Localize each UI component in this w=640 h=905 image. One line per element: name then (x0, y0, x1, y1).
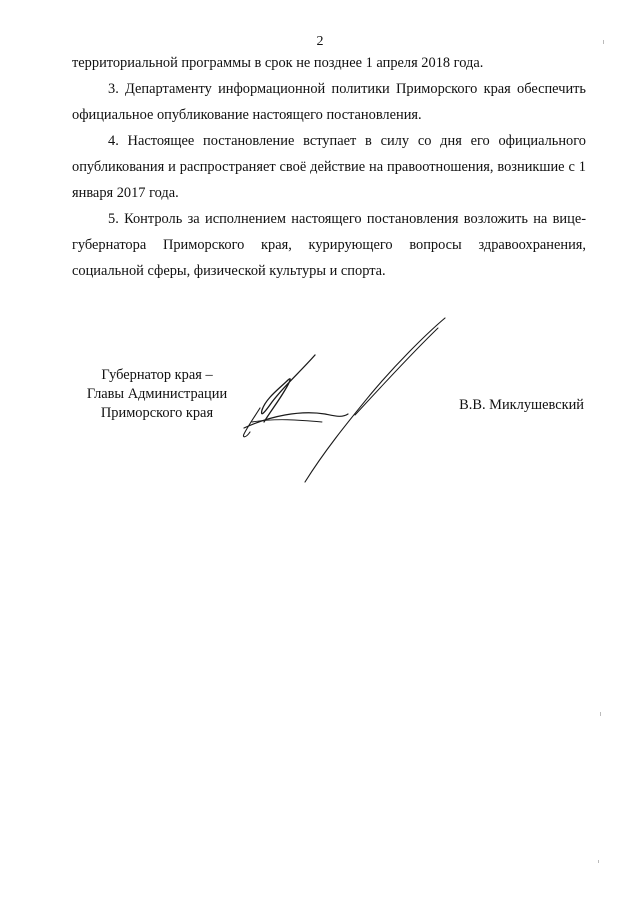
handwritten-signature (230, 310, 460, 490)
document-body (72, 50, 586, 284)
paragraph-item-5: 5. Контроль за исполнением настоящего постановления возложить на вице-губернатора Приморского края, курирующего вопросы здравоохранения, социальной сферы, физической культуры и спорта. (72, 211, 586, 279)
paragraph-continuation: территориальной программы в срок не позднее 1 апреля 2018 года. (72, 55, 484, 71)
signatory-title-line: Главы Администрации (86, 386, 228, 402)
scan-artifact (600, 712, 601, 716)
signatory-name: В.В. Миклушевский (459, 397, 584, 413)
signatory-title-line: Губернатор края – (101, 367, 213, 383)
paragraph-item-3: 3. Департаменту информационной политики Приморского края обеспечить официальное опубликование настоящего постановления. (72, 81, 586, 123)
signatory-title-line: Приморского края (100, 405, 214, 421)
scan-artifact (603, 40, 604, 44)
paragraph-item-4: 4. Настоящее постановление вступает в силу со дня его официального опубликования и распространяет своё действие на правоотношения, возникшие с 1 января 2017 года. (72, 133, 586, 201)
signatory-title (82, 366, 232, 423)
page-number: 2 (316, 34, 324, 49)
scan-artifact (598, 860, 599, 863)
